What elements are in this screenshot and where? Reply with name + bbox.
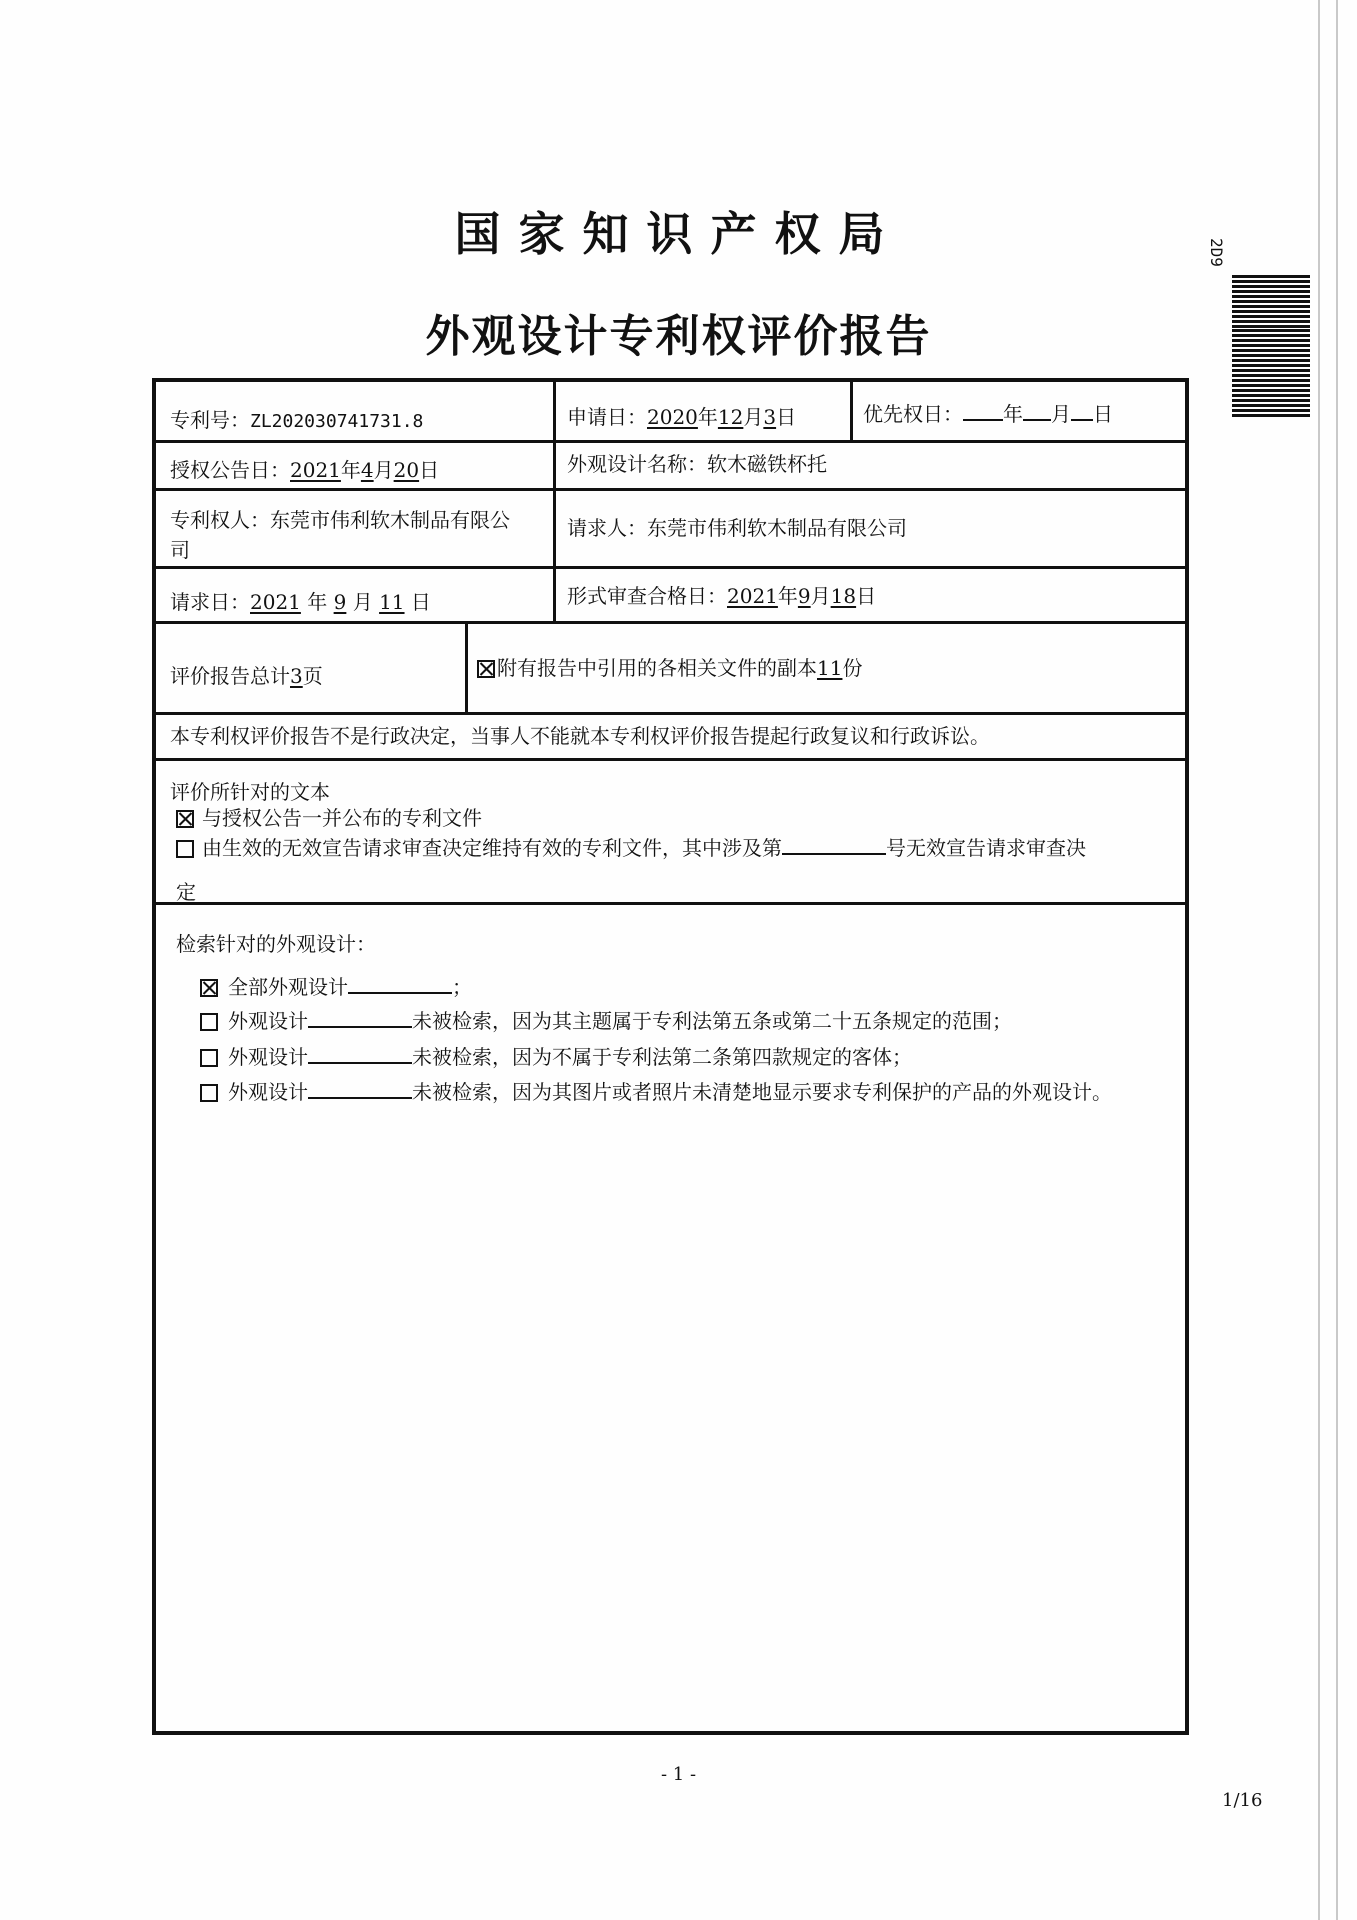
search-option: 外观设计 未被检索，因为其图片或者照片未清楚地显示要求专利保护的产品的外观设计。	[200, 1079, 1112, 1104]
document-title: 外观设计专利权评价报告	[425, 311, 932, 362]
scan-edge-line	[1318, 0, 1320, 1920]
table-rule	[553, 380, 556, 621]
request-date-year: 2021	[250, 590, 301, 614]
formal-exam-date-field: 形式审查合格日：2021年9月18日	[567, 584, 877, 608]
table-rule	[152, 712, 1189, 715]
application-date-day: 3	[763, 405, 777, 429]
table-rule	[465, 621, 468, 712]
page-count: 1/16	[1222, 1790, 1263, 1811]
application-date-label: 申请日：	[567, 405, 647, 429]
patent-number-label: 专利号：	[170, 408, 250, 432]
priority-date-field: 优先权日： 年 月 日	[863, 402, 1113, 426]
grant-date-field: 授权公告日：2021年4月20日	[170, 458, 440, 482]
attachments-count: 11	[817, 656, 843, 680]
patentee-line1: 东莞市伟利软木制品有限公	[270, 508, 510, 532]
table-rule	[850, 380, 853, 440]
formal-exam-date-day: 18	[830, 584, 857, 608]
search-option: 外观设计 未被检索，因为其主题属于专利法第五条或第二十五条规定的范围；	[200, 1008, 1012, 1033]
formal-exam-date-year: 2021	[727, 584, 778, 608]
target-option-1-checkbox[interactable]	[176, 810, 194, 828]
request-date-day: 11	[379, 590, 405, 614]
grant-date-month: 4	[360, 458, 374, 482]
patentee-line2: 司	[170, 538, 190, 562]
search-option-checkbox[interactable]	[200, 1049, 218, 1067]
scan-edge-line	[1336, 0, 1338, 1920]
search-heading: 检索针对的外观设计：	[176, 932, 376, 956]
patent-number: ZL202030741731.8	[250, 411, 424, 432]
search-option-checkbox[interactable]	[200, 1084, 218, 1102]
organization-title: 国家知识产权局	[454, 207, 903, 261]
legal-notice: 本专利权评价报告不是行政决定，当事人不能就本专利权评价报告提起行政复议和行政诉讼。	[170, 724, 990, 748]
grant-date-year: 2021	[290, 458, 341, 482]
barcode-code: 2D9	[1207, 238, 1226, 267]
request-date-field: 请求日：2021 年 9 月 11 日	[170, 590, 431, 614]
grant-date-day: 20	[393, 458, 420, 482]
attachments-checkbox[interactable]	[477, 660, 495, 678]
table-rule	[152, 758, 1189, 761]
barcode	[1232, 275, 1310, 417]
patentee-label: 专利权人：	[170, 508, 270, 532]
table-rule	[152, 488, 1189, 491]
table-rule	[152, 566, 1189, 569]
application-date-month: 12	[717, 405, 744, 429]
requester: 东莞市伟利软木制品有限公司	[647, 516, 907, 540]
formal-exam-date-month: 9	[797, 584, 811, 608]
target-option-2-checkbox[interactable]	[176, 840, 194, 858]
design-name: 软木磁铁杯托	[707, 452, 827, 476]
search-option-all: 全部外观设计 ；	[200, 974, 472, 999]
grant-date-label: 授权公告日：	[170, 458, 290, 482]
target-option-2: 由生效的无效宣告请求审查决定维持有效的专利文件，其中涉及第 号无效宣告请求审查决	[176, 835, 1086, 860]
table-rule	[152, 621, 1189, 624]
priority-date-label: 优先权日：	[863, 402, 963, 426]
total-pages: 3	[290, 664, 303, 688]
requester-label: 请求人：	[567, 516, 647, 540]
page-number: - 1 -	[660, 1764, 697, 1785]
application-date-year: 2020	[647, 405, 698, 429]
search-option-all-checkbox[interactable]	[200, 979, 218, 997]
target-option-1	[176, 806, 482, 830]
patentee-field	[170, 508, 510, 532]
target-text-heading: 评价所针对的文本	[170, 780, 330, 804]
patent-number-field	[170, 408, 423, 433]
application-date-field: 申请日：2020年12月3日	[567, 405, 797, 429]
target-option-1-label: 与授权公告一并公布的专利文件	[202, 806, 482, 830]
table-rule	[152, 440, 1189, 443]
formal-exam-date-label: 形式审查合格日：	[567, 584, 727, 608]
target-option-2-line2: 定	[176, 880, 196, 904]
request-date-label: 请求日：	[170, 590, 250, 614]
table-rule	[152, 902, 1189, 905]
design-name-field	[567, 452, 827, 476]
attachments-field: 附有报告中引用的各相关文件的副本11份	[477, 656, 862, 680]
total-pages-field: 评价报告总计3页	[170, 664, 323, 688]
search-option-checkbox[interactable]	[200, 1013, 218, 1031]
search-option: 外观设计 未被检索，因为不属于专利法第二条第四款规定的客体；	[200, 1044, 912, 1069]
request-date-month: 9	[333, 590, 347, 614]
requester-field	[567, 516, 907, 540]
design-name-label: 外观设计名称：	[567, 452, 707, 476]
